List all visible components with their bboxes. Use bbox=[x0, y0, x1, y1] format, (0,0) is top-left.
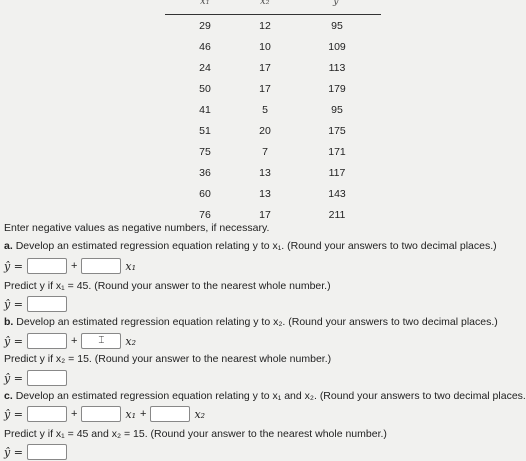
table-cell: 75 bbox=[199, 146, 211, 158]
instructions-note: Enter negative values as negative numbers, if necessary. bbox=[4, 222, 270, 234]
table-row bbox=[165, 188, 381, 206]
table-cell: 17 bbox=[259, 62, 271, 74]
table-cell: 113 bbox=[328, 62, 346, 74]
header-x1: x₁ bbox=[200, 0, 210, 7]
data-table bbox=[165, 0, 381, 16]
table-cell: 13 bbox=[259, 167, 271, 179]
part-a-label: a. bbox=[4, 240, 13, 252]
part-c-equation bbox=[4, 406, 205, 422]
table-cell: 46 bbox=[199, 41, 211, 53]
yhat-label: ŷ = bbox=[4, 407, 23, 421]
part-a-x1-coef-input[interactable] bbox=[81, 258, 121, 274]
table-cell: 60 bbox=[199, 188, 211, 200]
table-cell: 51 bbox=[199, 125, 211, 137]
x1-symbol: x₁ bbox=[125, 407, 136, 421]
yhat-label: ŷ = bbox=[4, 297, 23, 311]
table-cell: 179 bbox=[328, 83, 346, 95]
part-b-text: Develop an estimated regression equation relating y to x₂. (Round your answers to two decimal places.) bbox=[16, 316, 498, 328]
table-cell: 41 bbox=[199, 104, 211, 116]
x1-symbol: x₁ bbox=[125, 259, 136, 273]
table-cell: 50 bbox=[199, 83, 211, 95]
table-cell: 109 bbox=[328, 41, 346, 53]
part-b-intercept-input[interactable] bbox=[27, 333, 67, 349]
table-cell: 13 bbox=[259, 188, 271, 200]
part-a-equation bbox=[4, 258, 136, 274]
table-cell: 17 bbox=[259, 209, 271, 221]
header-y: y bbox=[333, 0, 339, 7]
part-a-predict: Predict y if x₁ = 45. (Round your answer to the nearest whole number.) bbox=[4, 280, 331, 292]
table-cell: 5 bbox=[262, 104, 268, 116]
part-c-prediction-input[interactable] bbox=[27, 444, 67, 460]
table-cell: 175 bbox=[328, 125, 346, 137]
table-cell: 95 bbox=[331, 20, 343, 32]
table-cell: 24 bbox=[199, 62, 211, 74]
plus-sign: + bbox=[140, 408, 147, 420]
table-row bbox=[165, 20, 381, 38]
table-row bbox=[165, 146, 381, 164]
table-row bbox=[165, 41, 381, 59]
table-row bbox=[165, 125, 381, 143]
part-a-text: Develop an estimated regression equation relating y to x₁. (Round your answers to two decimal places.) bbox=[15, 240, 497, 252]
table-row bbox=[165, 104, 381, 122]
plus-sign: + bbox=[70, 335, 78, 347]
header-divider bbox=[165, 14, 381, 15]
table-cell: 95 bbox=[331, 104, 343, 116]
part-c-predict-answer bbox=[4, 444, 67, 460]
part-c-prompt bbox=[4, 390, 526, 402]
x2-symbol: x₂ bbox=[125, 334, 136, 348]
table-row bbox=[165, 167, 381, 185]
part-a-intercept-input[interactable] bbox=[27, 258, 67, 274]
part-a-prompt bbox=[4, 240, 497, 252]
table-row bbox=[165, 83, 381, 101]
plus-sign: + bbox=[70, 408, 78, 420]
yhat-label: ŷ = bbox=[4, 334, 23, 348]
table-cell: 143 bbox=[328, 188, 346, 200]
table-cell: 20 bbox=[259, 125, 271, 137]
part-b-predict-answer bbox=[4, 370, 67, 386]
part-b-x2-coef-input[interactable]: ⌶ bbox=[81, 333, 121, 349]
table-cell: 7 bbox=[262, 146, 268, 158]
table-cell: 76 bbox=[199, 209, 211, 221]
part-a-prediction-input[interactable] bbox=[27, 296, 67, 312]
table-cell: 12 bbox=[259, 20, 271, 32]
header-x2: x₂ bbox=[260, 0, 270, 7]
part-c-intercept-input[interactable] bbox=[27, 406, 67, 422]
yhat-label: ŷ = bbox=[4, 259, 23, 273]
part-c-label: c. bbox=[4, 390, 13, 402]
table-header bbox=[165, 0, 381, 16]
yhat-label: ŷ = bbox=[4, 371, 23, 385]
plus-sign: + bbox=[70, 260, 78, 272]
yhat-label: ŷ = bbox=[4, 445, 23, 459]
part-b-prompt bbox=[4, 316, 498, 328]
table-cell: 17 bbox=[259, 83, 271, 95]
part-b-equation bbox=[4, 333, 136, 349]
part-c-text: Develop an estimated regression equation relating y to x₁ and x₂. (Round your answers to two decimal places. bbox=[15, 390, 526, 402]
table-cell: 10 bbox=[259, 41, 271, 53]
table-row bbox=[165, 62, 381, 80]
part-b-prediction-input[interactable] bbox=[27, 370, 67, 386]
part-c-x1-coef-input[interactable] bbox=[81, 406, 121, 422]
part-c-predict: Predict y if x₁ = 45 and x₂ = 15. (Round your answer to the nearest whole number.) bbox=[4, 428, 387, 440]
table-cell: 117 bbox=[328, 167, 346, 179]
part-b-predict: Predict y if x₂ = 15. (Round your answer to the nearest whole number.) bbox=[4, 353, 332, 365]
table-cell: 36 bbox=[199, 167, 211, 179]
table-cell: 171 bbox=[328, 146, 346, 158]
part-b-label: b. bbox=[4, 316, 14, 328]
part-a-predict-answer bbox=[4, 296, 67, 312]
table-cell: 211 bbox=[328, 209, 346, 221]
x2-symbol: x₂ bbox=[194, 407, 206, 421]
part-c-x2-coef-input[interactable] bbox=[150, 406, 190, 422]
table-cell: 29 bbox=[199, 20, 211, 32]
